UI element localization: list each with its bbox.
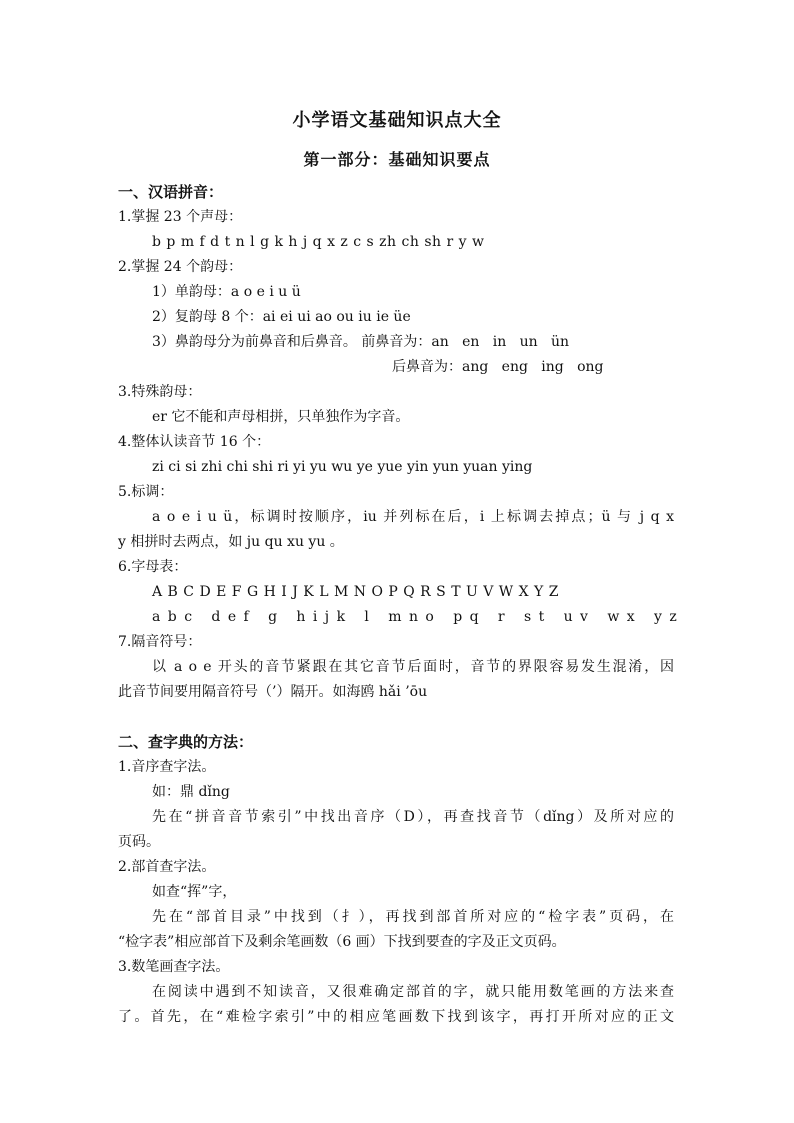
tone-text-line1-span: a o e i u ü，标调时按顺序，iu 并列标在后，i 上标调去掉点；ü 与 j q x [152,509,674,525]
method1-text-line1 [152,807,674,827]
tone-text-line2: y 相拼时去两点，如 ju qu xu yu 。 [118,534,344,550]
method3-text-line2 [118,1007,674,1027]
separator-text-line2: 此音节间要用隔音符号（’）隔开。如海鸥 hǎi ’ōu [118,684,428,700]
special-finals-heading: 3.特殊韵母： [118,384,202,400]
method2-example: 如查“挥”字， [152,884,237,900]
compound-finals: 2）复韵母 8 个：ai ei ui ao ou iu ie üe [152,309,411,325]
simple-finals: 1）单韵母：a o e i u ü [152,284,301,300]
method1-example: 如：鼎 dǐng [152,784,230,800]
method3-text-line2-span: 了。首先，在“难检字索引”中的相应笔画数下找到该字，再打开所对应的正文 [118,1009,674,1025]
method2-text-line1-span: 先在“部首目录”中找到（扌），再找到部首所对应的“检字表”页码，在 [152,909,674,925]
alphabet-uppercase: A B C D E F G H I J K L M N O P Q R S T U V W X Y Z [152,584,559,600]
method2-text-line1 [152,907,674,927]
syllables-list: zi ci si zhi chi shi ri yi yu wu ye yue yin yun yuan ying [152,459,533,475]
method2-heading: 2.部首查字法。 [118,859,216,875]
finals-heading: 2.掌握 24 个韵母： [118,259,243,275]
separator-heading: 7.隔音符号： [118,634,202,650]
section-heading-pinyin: 一、汉语拼音： [118,183,224,201]
syllables-heading: 4.整体认读音节 16 个： [118,434,271,450]
method2-text-line2: “检字表”相应部首下及剩余笔画数（6 画）下找到要查的字及正文页码。 [118,934,566,950]
tone-heading: 5.标调： [118,484,174,500]
method3-text-line1 [152,982,674,1002]
initials-list: b p m f d t n l g k h j q x z c s zh ch sh r y w [152,234,485,250]
method3-text-line1-span: 在阅读中遇到不知读音，又很难确定部首的字，就只能用数笔画的方法来查 [152,984,674,1000]
separator-text-line1 [152,657,674,677]
separator-text-line1-span: 以 a o e 开头的音节紧跟在其它音节后面时，音节的界限容易发生混淆，因 [152,659,674,675]
method3-heading: 3.数笔画查字法。 [118,959,230,975]
initials-heading: 1.掌握 23 个声母： [118,209,243,225]
back-nasal-finals: 后鼻音为：ang eng ing ong [392,359,604,375]
method1-text-line1-span: 先在“拼音音节索引”中找出音序（D），再查找音节（dǐng）及所对应的 [152,809,674,825]
nasal-finals: 3）鼻韵母分为前鼻音和后鼻音。 前鼻音为：an en in un ün [152,334,569,350]
special-finals-text: er 它不能和声母相拼，只单独作为字音。 [152,409,410,425]
method1-heading: 1.音序查字法。 [118,759,216,775]
method1-text-line2: 页码。 [118,834,160,850]
part-title: 第一部分：基础知识要点 [303,150,491,169]
tone-text-line1 [152,507,674,527]
alphabet-heading: 6.字母表： [118,559,188,575]
section-heading-dictionary: 二、查字典的方法： [118,733,254,751]
document-title: 小学语文基础知识点大全 [292,110,502,131]
alphabet-lowercase: a b c d e f g h i j k l m n o p q r s t u v w x y z [152,609,679,625]
